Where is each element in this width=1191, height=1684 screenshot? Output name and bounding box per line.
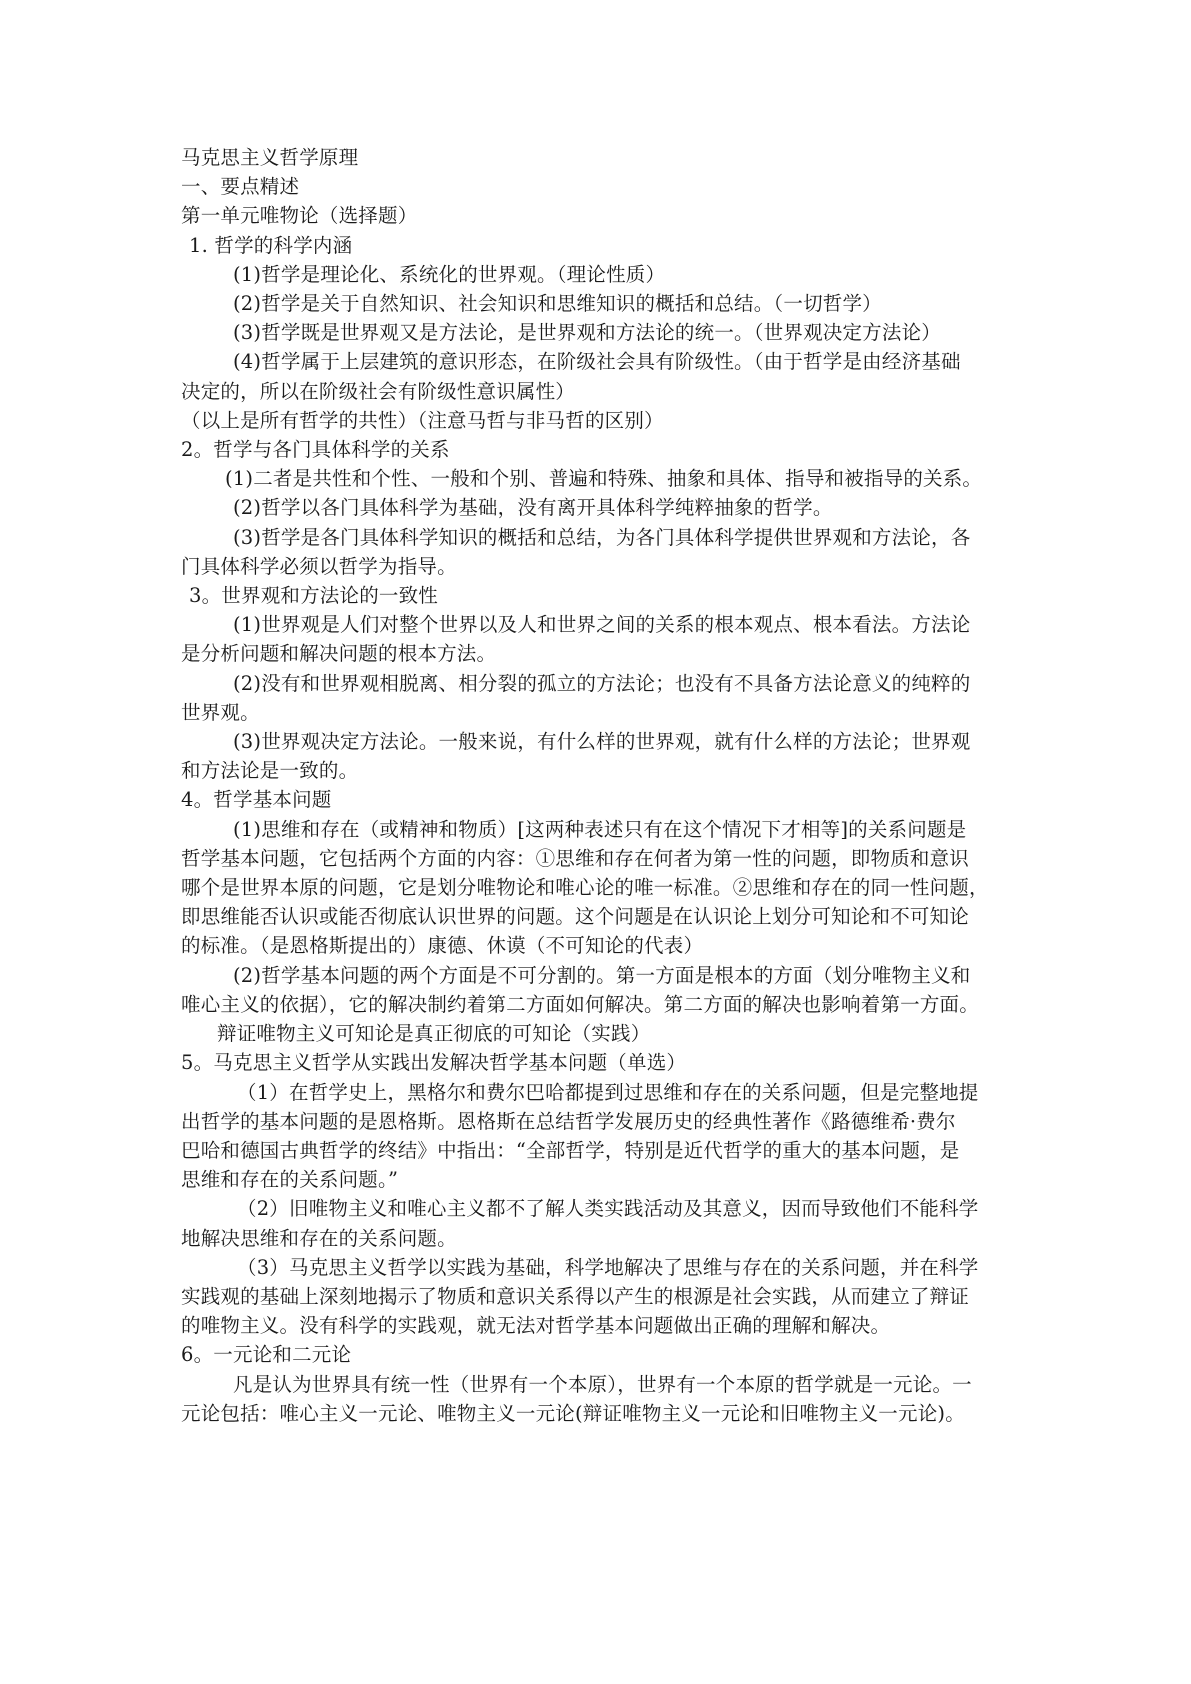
part-heading: 一、要点精述 [181,175,300,199]
section-1-note: （以上是所有哲学的共性）（注意马哲与非马哲的区别） [181,408,664,432]
section-4-heading: 4。哲学基本问题 [181,788,332,812]
section-3-point-1-line-2: 是分析问题和解决问题的根本方法。 [181,642,497,666]
section-5-point-3-line-2: 实践观的基础上深刻地揭示了物质和意识关系得以产生的根源是社会实践，从而建立了辩证 [181,1284,970,1308]
document-title: 马克思主义哲学原理 [181,146,359,169]
section-5-point-1-line-4: 思维和存在的关系问题。” [181,1168,399,1192]
section-4-point-2-line-2: 唯心主义的依据），它的解决制约着第二方面如何解决。第二方面的解决也影响着第一方面。 [181,992,979,1016]
section-4-point-1-line-2: 哲学基本问题，它包括两个方面的内容：①思维和存在何者为第一性的问题，即物质和意识 [181,846,970,870]
unit-heading: 第一单元唯物论（选择题） [181,204,418,228]
section-1-point-4-line-2: 决定的，所以在阶级社会有阶级性意识属性） [181,379,576,403]
section-3-point-2-line-2: 世界观。 [181,700,260,724]
section-5-point-3-line-3: 的唯物主义。没有科学的实践观，就无法对哲学基本问题做出正确的理解和解决。 [181,1314,891,1338]
section-1-heading: 1. 哲学的科学内涵 [189,233,353,257]
section-5-point-1-line-1: （1）在哲学史上，黑格尔和费尔巴哈都提到过思维和存在的关系问题，但是完整地提 [237,1080,979,1104]
section-2-point-1: (1)二者是共性和个性、一般和个别、普遍和特殊、抽象和具体、指导和被指导的关系。 [225,467,983,491]
section-3-point-2-line-1: (2)没有和世界观相脱离、相分裂的孤立的方法论；也没有不具备方法论意义的纯粹的 [233,671,971,695]
section-5-point-2-line-1: （2）旧唯物主义和唯心主义都不了解人类实践活动及其意义，因而导致他们不能科学 [237,1197,979,1221]
section-4-point-1-line-3: 哪个是世界本原的问题，它是划分唯物论和唯心论的唯一标准。②思维和存在的同一性问题， [181,876,989,900]
section-4-point-1-line-1: (1)思维和存在（或精神和物质）[这两种表述只有在这个情况下才相等]的关系问题是 [233,817,967,841]
section-5-point-1-line-3: 巴哈和德国古典哲学的终结》中指出：“全部哲学，特别是近代哲学的重大的基本问题，是 [181,1138,960,1162]
section-6-heading: 6。一元论和二元论 [181,1343,352,1367]
section-1-point-2: (2)哲学是关于自然知识、社会知识和思维知识的概括和总结。（一切哲学） [233,292,882,316]
section-2-point-3-line-2: 门具体科学必须以哲学为指导。 [181,554,457,578]
section-5-point-3-line-1: （3）马克思主义哲学以实践为基础，科学地解决了思维与存在的关系问题，并在科学 [237,1255,979,1279]
section-3-point-3-line-2: 和方法论是一致的。 [181,759,359,783]
section-2-heading: 2。哲学与各门具体科学的关系 [181,438,450,462]
section-6-point-1-line-2: 元论包括：唯心主义一元论、唯物主义一元论(辩证唯物主义一元论和旧唯物主义一元论)。 [181,1401,965,1425]
section-2-point-3-line-1: (3)哲学是各门具体科学知识的概括和总结，为各门具体科学提供世界观和方法论，各 [233,525,971,549]
section-5-point-1-line-2: 出哲学的基本问题的是恩格斯。恩格斯在总结哲学发展历史的经典性著作《路德维希·费尔 [181,1109,956,1133]
section-3-point-1-line-1: (1)世界观是人们对整个世界以及人和世界之间的关系的根本观点、根本看法。方法论 [233,613,971,637]
section-4-point-3: 辩证唯物主义可知论是真正彻底的可知论（实践） [217,1022,651,1046]
section-3-point-3-line-1: (3)世界观决定方法论。一般来说，有什么样的世界观，就有什么样的方法论；世界观 [233,730,971,754]
section-3-heading: 3。世界观和方法论的一致性 [189,584,439,608]
document-body [181,143,1016,1428]
section-6-point-1-line-1: 凡是认为世界具有统一性（世界有一个本原），世界有一个本原的哲学就是一元论。一 [233,1372,972,1396]
section-1-point-4-line-1: (4)哲学属于上层建筑的意识形态，在阶级社会具有阶级性。（由于哲学是由经济基础 [233,350,961,374]
section-4-point-2-line-1: (2)哲学基本问题的两个方面是不可分割的。第一方面是根本的方面（划分唯物主义和 [233,963,971,987]
section-5-heading: 5。马克思主义哲学从实践出发解决哲学基本问题（单选） [181,1051,687,1075]
section-1-point-1: (1)哲学是理论化、系统化的世界观。（理论性质） [233,262,666,286]
section-4-point-1-line-5: 的标准。（是恩格斯提出的）康德、休谟（不可知论的代表） [181,934,704,958]
section-1-point-3: (3)哲学既是世界观又是方法论，是世界观和方法论的统一。（世界观决定方法论） [233,321,941,345]
section-4-point-1-line-4: 即思维能否认识或能否彻底认识世界的问题。这个问题是在认识论上划分可知论和不可知论 [181,905,970,929]
section-5-point-2-line-2: 地解决思维和存在的关系问题。 [181,1226,457,1250]
section-2-point-2: (2)哲学以各门具体科学为基础，没有离开具体科学纯粹抽象的哲学。 [233,496,833,520]
